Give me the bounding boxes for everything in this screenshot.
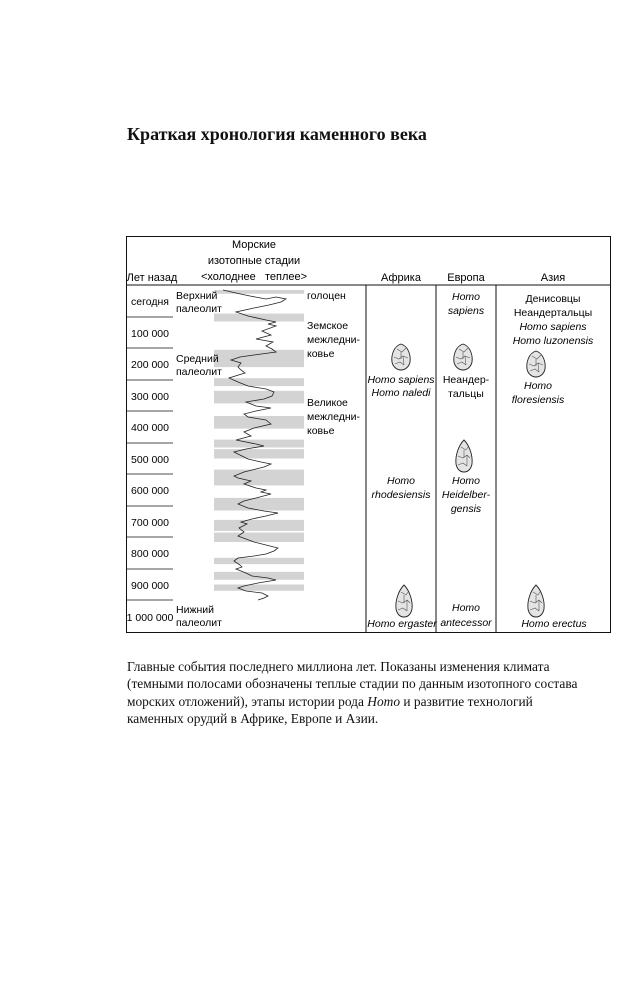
interglacial-eemian-line3: ковье: [307, 348, 335, 360]
header-isotope-line3: <холоднее теплее>: [200, 271, 308, 283]
warm-stage-band: [214, 520, 304, 531]
year-label: 700 000: [131, 517, 169, 529]
europe-sapiens-line2: sapiens: [447, 305, 485, 317]
warm-stage-band: [214, 350, 304, 367]
europe-neanderthals-line1: Неандер-: [442, 374, 490, 386]
europe-neanderthals-line2: тальцы: [448, 388, 484, 400]
header-isotope-line1: Морские: [231, 239, 277, 251]
caption-genus: Homo: [367, 693, 401, 709]
year-label: 900 000: [131, 580, 169, 592]
warm-stage-band: [214, 470, 304, 486]
header-asia: Азия: [540, 272, 566, 284]
europe-heidelbergensis-line2: Heidelber-: [441, 489, 491, 501]
figure-caption: [127, 658, 587, 728]
year-label: 400 000: [131, 422, 169, 434]
year-label: 100 000: [131, 328, 169, 340]
warm-stage-bands: [214, 290, 304, 591]
interglacial-eemian-line1: Земское: [307, 320, 349, 332]
warm-stage-band: [214, 585, 304, 591]
warm-stage-band: [214, 440, 304, 448]
europe-antecessor-line2: antecessor: [440, 617, 492, 629]
period-middle-line2: палеолит: [176, 366, 222, 378]
asia-floresiensis-line1: Homo: [523, 380, 553, 392]
interglacial-eemian-line2: межледни-: [307, 334, 360, 346]
handaxe-europe-heidelbergensis-icon: [456, 440, 472, 472]
africa-rhodesiensis-line2: rhodesiensis: [371, 489, 431, 501]
asia-neanderthals: Неандертальцы: [513, 307, 593, 319]
europe-heidelbergensis-line3: gensis: [450, 503, 482, 515]
year-scale: [126, 296, 174, 624]
asia-floresiensis-line2: floresiensis: [511, 394, 565, 406]
period-lower-line1: Нижний: [176, 604, 215, 616]
africa-homo-ergaster: Homo ergaster: [367, 618, 437, 630]
warm-stage-band: [214, 290, 304, 294]
header-africa: Африка: [381, 272, 421, 284]
asia-homo-sapiens: Homo sapiens: [519, 321, 587, 333]
handaxe-africa-mp-icon: [392, 344, 410, 370]
interglacial-great-line2: межледни-: [307, 411, 360, 423]
handaxe-asia-lp-icon: [528, 585, 544, 617]
interglacial-great-line3: ковье: [307, 425, 335, 437]
year-label: 200 000: [131, 359, 169, 371]
year-label: сегодня: [131, 296, 169, 308]
header-europe: Европа: [447, 272, 485, 284]
warm-stage-band: [214, 533, 304, 542]
period-lower-line2: палеолит: [176, 617, 222, 629]
europe-antecessor-line1: Homo: [451, 602, 481, 614]
year-label: 600 000: [131, 485, 169, 497]
caption-text-start: Главные события последнего миллиона лет. Показаны изменения климата (темными полосами обозначены теплые стадии по данным изотопного состава морских отложений), этапы истории рода: [127, 659, 578, 709]
europe-heidelbergensis-line1: Homo: [451, 475, 481, 487]
year-label: 300 000: [131, 391, 169, 403]
header-isotope-line2: изотопные стадии: [207, 255, 301, 267]
asia-homo-luzonensis: Homo luzonensis: [512, 335, 594, 347]
page-title: Краткая хронология каменного века: [127, 124, 427, 144]
warm-stage-band: [214, 378, 304, 386]
interglacial-holocene: голоцен: [307, 290, 346, 302]
warm-stage-band: [214, 314, 304, 322]
caption-text-end: и развитие технологий каменных орудий в Африке, Европе и Азии.: [127, 693, 533, 727]
europe-sapiens-line1: Homo: [451, 291, 481, 303]
africa-homo-naledi: Homo naledi: [371, 387, 431, 399]
period-upper-line1: Верхний: [176, 290, 218, 302]
handaxe-asia-mp-icon: [527, 351, 545, 377]
year-label: 500 000: [131, 454, 169, 466]
handaxe-europe-mp-icon: [454, 344, 472, 370]
interglacial-great-line1: Великое: [307, 397, 348, 409]
header-years-ago: Лет назад: [126, 272, 178, 284]
warm-stage-band: [214, 498, 304, 511]
chronology-table: [126, 236, 612, 639]
africa-rhodesiensis-line1: Homo: [386, 475, 416, 487]
handaxe-africa-lp-icon: [396, 585, 412, 617]
asia-denisovans: Денисовцы: [525, 293, 581, 305]
period-upper-line2: палеолит: [176, 303, 222, 315]
year-label: 800 000: [131, 548, 169, 560]
warm-stage-band: [214, 558, 304, 564]
warm-stage-band: [214, 449, 304, 458]
period-middle-line1: Средний: [176, 353, 219, 365]
warm-stage-band: [214, 572, 304, 580]
year-label: 1 000 000: [126, 612, 174, 624]
warm-stage-band: [214, 391, 304, 404]
asia-homo-erectus: Homo erectus: [521, 618, 587, 630]
africa-homo-sapiens: Homo sapiens: [367, 374, 435, 386]
